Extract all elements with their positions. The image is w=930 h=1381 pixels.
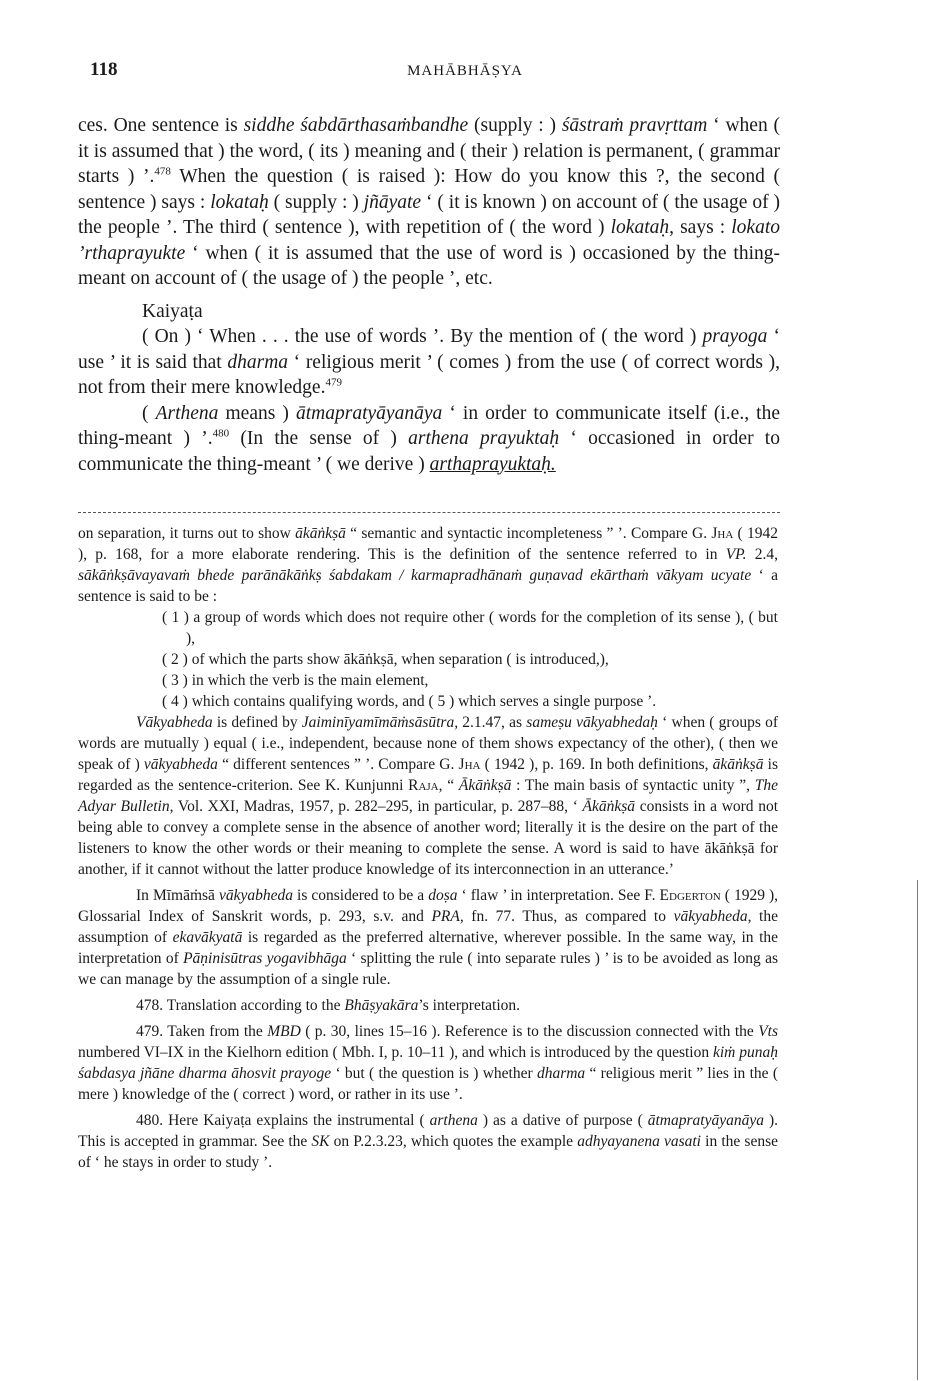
text: arthaprayuktaḥ. bbox=[429, 453, 556, 475]
text: lokataḥ bbox=[210, 191, 269, 213]
text: ātmapratyāyanāya bbox=[296, 402, 443, 424]
text: doṣa bbox=[428, 887, 458, 904]
text: is considered to be a bbox=[293, 887, 429, 904]
text: jñāyate bbox=[363, 191, 422, 213]
footnote-479 bbox=[78, 1021, 778, 1105]
text: ( bbox=[142, 402, 156, 424]
text: prayoga bbox=[702, 326, 768, 347]
text: means ) bbox=[218, 402, 297, 424]
text: ( 1929 ), Glossarial Index of Sanskrit words, p. 293, s.v. and bbox=[78, 887, 779, 925]
text: the assumption of bbox=[78, 908, 778, 946]
text: dharma bbox=[536, 1065, 586, 1082]
list-item: ( 4 ) which contains qualifying words, and ( 5 ) which serves a single purpose ’. bbox=[162, 693, 657, 710]
paragraph-2 bbox=[78, 324, 780, 401]
text: ‘ in order to communicate itself (i.e., the thing-meant ) ’. bbox=[78, 402, 780, 449]
text: lokato ’rthaprayukte bbox=[78, 217, 780, 264]
text: Pāṇinisūtras bbox=[183, 950, 263, 967]
text: fn. 77. Thus, as compared to bbox=[463, 908, 674, 925]
text: ‘ flaw ’ in interpretation. See F. bbox=[457, 887, 660, 904]
text: Vol. XXI, Madras, 1957, p. 282–295, in particular, p. 287–88, ‘ bbox=[173, 798, 583, 815]
text: VP. bbox=[725, 546, 747, 563]
text: 480. Here Kaiyaṭa explains the instrumental ( bbox=[136, 1112, 430, 1129]
text: on separation, it turns out to show bbox=[78, 525, 296, 542]
text: on P.2.3.23, which quotes the example bbox=[329, 1133, 578, 1150]
text: vākyabheda bbox=[218, 887, 293, 904]
text: ‘ when ( groups of words are mutually ) equal ( i.e., independent, because none of them shows expectancy of the other), ( then we speak of ) bbox=[78, 714, 778, 773]
list-item: ( 3 ) in which the verb is the main element, bbox=[162, 672, 429, 689]
text: ). This is accepted in grammar. See the bbox=[78, 1112, 778, 1150]
text: When the question ( is raised ): How do you know this ?, the second ( sentence ) says : bbox=[78, 166, 780, 213]
paragraph-3 bbox=[78, 401, 780, 478]
footnote-478 bbox=[78, 995, 778, 1016]
text: ‘ a sentence is said to be : bbox=[78, 567, 778, 605]
text: sameṣu vākyabhedaḥ bbox=[526, 714, 658, 731]
text: : The main basis of syntactic unity ”, bbox=[511, 777, 755, 794]
text: dharma bbox=[227, 351, 289, 373]
text: in the sense of ‘ he stays in order to study ’. bbox=[78, 1133, 778, 1171]
footnotes bbox=[78, 523, 778, 1173]
text: ātmapratyāyanāya bbox=[647, 1112, 764, 1129]
text: Jha bbox=[458, 756, 481, 773]
footnote-ref: 480 bbox=[212, 427, 230, 440]
section-heading: Kaiyaṭa bbox=[142, 300, 203, 322]
text: (In the sense of ) bbox=[229, 428, 409, 449]
footnote-continued bbox=[78, 523, 778, 607]
text: arthena bbox=[429, 1112, 478, 1129]
text: is regarded as the sentence-criterion. See K. Kunjunni bbox=[78, 756, 778, 794]
text: ākāṅkṣā bbox=[295, 525, 346, 542]
text: ‘ but ( the question is ) whether bbox=[331, 1065, 537, 1082]
text: adhyayanena vasati bbox=[577, 1133, 701, 1150]
text: Jaiminīyamīmāṁsāsūtra, bbox=[301, 714, 459, 731]
text: ‘ splitting the rule ( into separate rules ) ’ is to be avoided as long as we can manage by the assumption of a single rule. bbox=[78, 950, 779, 988]
text: Arthena bbox=[155, 402, 219, 424]
text: , says : bbox=[669, 217, 732, 238]
main-text bbox=[78, 113, 780, 477]
text: MBD bbox=[267, 1023, 301, 1040]
text: ‘ occasioned in order to communicate the thing-meant ’ ( we derive ) bbox=[78, 428, 780, 475]
list-item: ( 1 ) a group of words which does not require other ( words for the completion of its sense ), ( but ), bbox=[162, 609, 778, 647]
text: Bhāṣyakāra bbox=[344, 997, 419, 1014]
paragraph-1 bbox=[78, 113, 780, 292]
text: In Mīmāṁsā bbox=[136, 887, 219, 904]
list-item: ( 2 ) of which the parts show ākāṅkṣā, when separation ( is introduced,), bbox=[162, 651, 609, 668]
footnote-divider bbox=[78, 512, 780, 513]
text: SK bbox=[311, 1133, 330, 1150]
text: ( 1942 ), p. 168, for a more elaborate rendering. This is the definition of the sentence referred to in bbox=[78, 525, 778, 563]
footnote-ref: 478 bbox=[154, 165, 171, 178]
footnote-ref: 479 bbox=[325, 376, 342, 389]
text: is defined by bbox=[212, 714, 302, 731]
text: yogavibhāga bbox=[266, 950, 347, 967]
text: “ different sentences ” ’. Compare G. bbox=[217, 756, 459, 773]
text: siddhe śabdārthasaṁbandhe bbox=[243, 115, 469, 136]
text: Ākāṅkṣā bbox=[458, 777, 512, 794]
text: “ religious merit ” lies in the ( mere ) knowledge of the ( correct ) word, or rather in its use ’. bbox=[78, 1065, 779, 1103]
text: kiṁ punaḥ śabdasya jñāne dharma āhosvit prayoge bbox=[78, 1044, 778, 1082]
text: sākāṅkṣāvayavaṁ bhede parānākāṅkṣ śabdakam / karmapradhānaṁ guṇavad ekārthaṁ vākyam ucyate bbox=[78, 567, 752, 584]
text: ‘ when ( it is assumed that ) the word, ( its ) meaning and ( their ) relation is permanent, ( grammar starts ) ’. bbox=[78, 115, 780, 187]
footnote-480 bbox=[78, 1110, 778, 1173]
text: vākyabheda bbox=[143, 756, 218, 773]
text: vākyabheda, bbox=[673, 908, 752, 925]
text: 478. Translation according to the bbox=[136, 997, 345, 1014]
text: ( On ) ‘ When . . . the use of words ’. By the mention of ( the word ) bbox=[142, 326, 703, 347]
running-head: MAHĀBHĀṢYA bbox=[407, 63, 523, 79]
footnote-paragraph bbox=[78, 885, 778, 990]
text: ekavākyatā bbox=[172, 929, 243, 946]
text: The Adyar Bulletin, bbox=[78, 777, 778, 815]
text: 2.1.47, as bbox=[458, 714, 527, 731]
text: is regarded as the preferred alternative, wherever possible. In the same way, in the interpretation of bbox=[78, 929, 779, 967]
text: PRA, bbox=[431, 908, 464, 925]
text: Jha bbox=[711, 525, 734, 542]
text: ‘ ( it is known ) on account of ( the usage of ) the people ’. The third ( sentence ), with repetition of ( the word ) bbox=[78, 191, 780, 238]
text: “ semantic and syntactic incompleteness ” ’. Compare G. bbox=[345, 525, 712, 542]
page-number: 118 bbox=[90, 59, 118, 80]
text: , “ bbox=[438, 777, 459, 794]
text: numbered VI–IX in the Kielhorn edition ( Mbh. I, p. 10–11 ), and which is introduced by the question bbox=[78, 1044, 713, 1061]
text: ‘ religious merit ’ ( comes ) from the use ( of correct words ), not from their mere knowledge. bbox=[78, 351, 780, 398]
text: Ākāṅkṣā bbox=[582, 798, 636, 815]
text: consists in a word not being able to convey a complete sense in the absence of another word; literally it is the desire on the part of the listeners to know the other words or their meaning to complete the sense. A word is said to have ākāṅkṣā for another, if it cannot without the latter produce knowledge of its interconnection in an utterance.’ bbox=[78, 798, 779, 878]
text: Vākyabheda bbox=[136, 714, 213, 731]
text: ( 1942 ), p. 169. In both definitions, bbox=[480, 756, 713, 773]
scan-margin-line bbox=[917, 880, 918, 1380]
text: ( p. 30, lines 15–16 ). Reference is to the discussion connected with the bbox=[300, 1023, 759, 1040]
text: Raja bbox=[408, 777, 439, 794]
text: ) as a dative of purpose ( bbox=[477, 1112, 648, 1129]
text: śāstraṁ pravṛttam bbox=[561, 115, 708, 136]
text: 2.4, bbox=[746, 546, 778, 563]
text: ākāṅkṣā bbox=[712, 756, 764, 773]
text: ces. One sentence is bbox=[78, 115, 244, 136]
text: lokataḥ bbox=[610, 217, 670, 238]
text: Edgerton bbox=[659, 887, 721, 904]
text: Vts bbox=[758, 1023, 778, 1040]
text: ‘ use ’ it is said that bbox=[78, 326, 781, 373]
text: 479. Taken from the bbox=[136, 1023, 268, 1040]
text: ‘ when ( it is assumed that the use of word is ) occasioned by the thing-meant on account of ( the usage of ) the people ’, etc. bbox=[78, 242, 780, 289]
text: (supply : ) bbox=[468, 115, 562, 136]
footnote-paragraph bbox=[78, 712, 778, 880]
text: ( supply : ) bbox=[268, 191, 364, 213]
text: ’s interpretation. bbox=[418, 997, 521, 1014]
text: arthena prayuktaḥ bbox=[408, 428, 560, 449]
